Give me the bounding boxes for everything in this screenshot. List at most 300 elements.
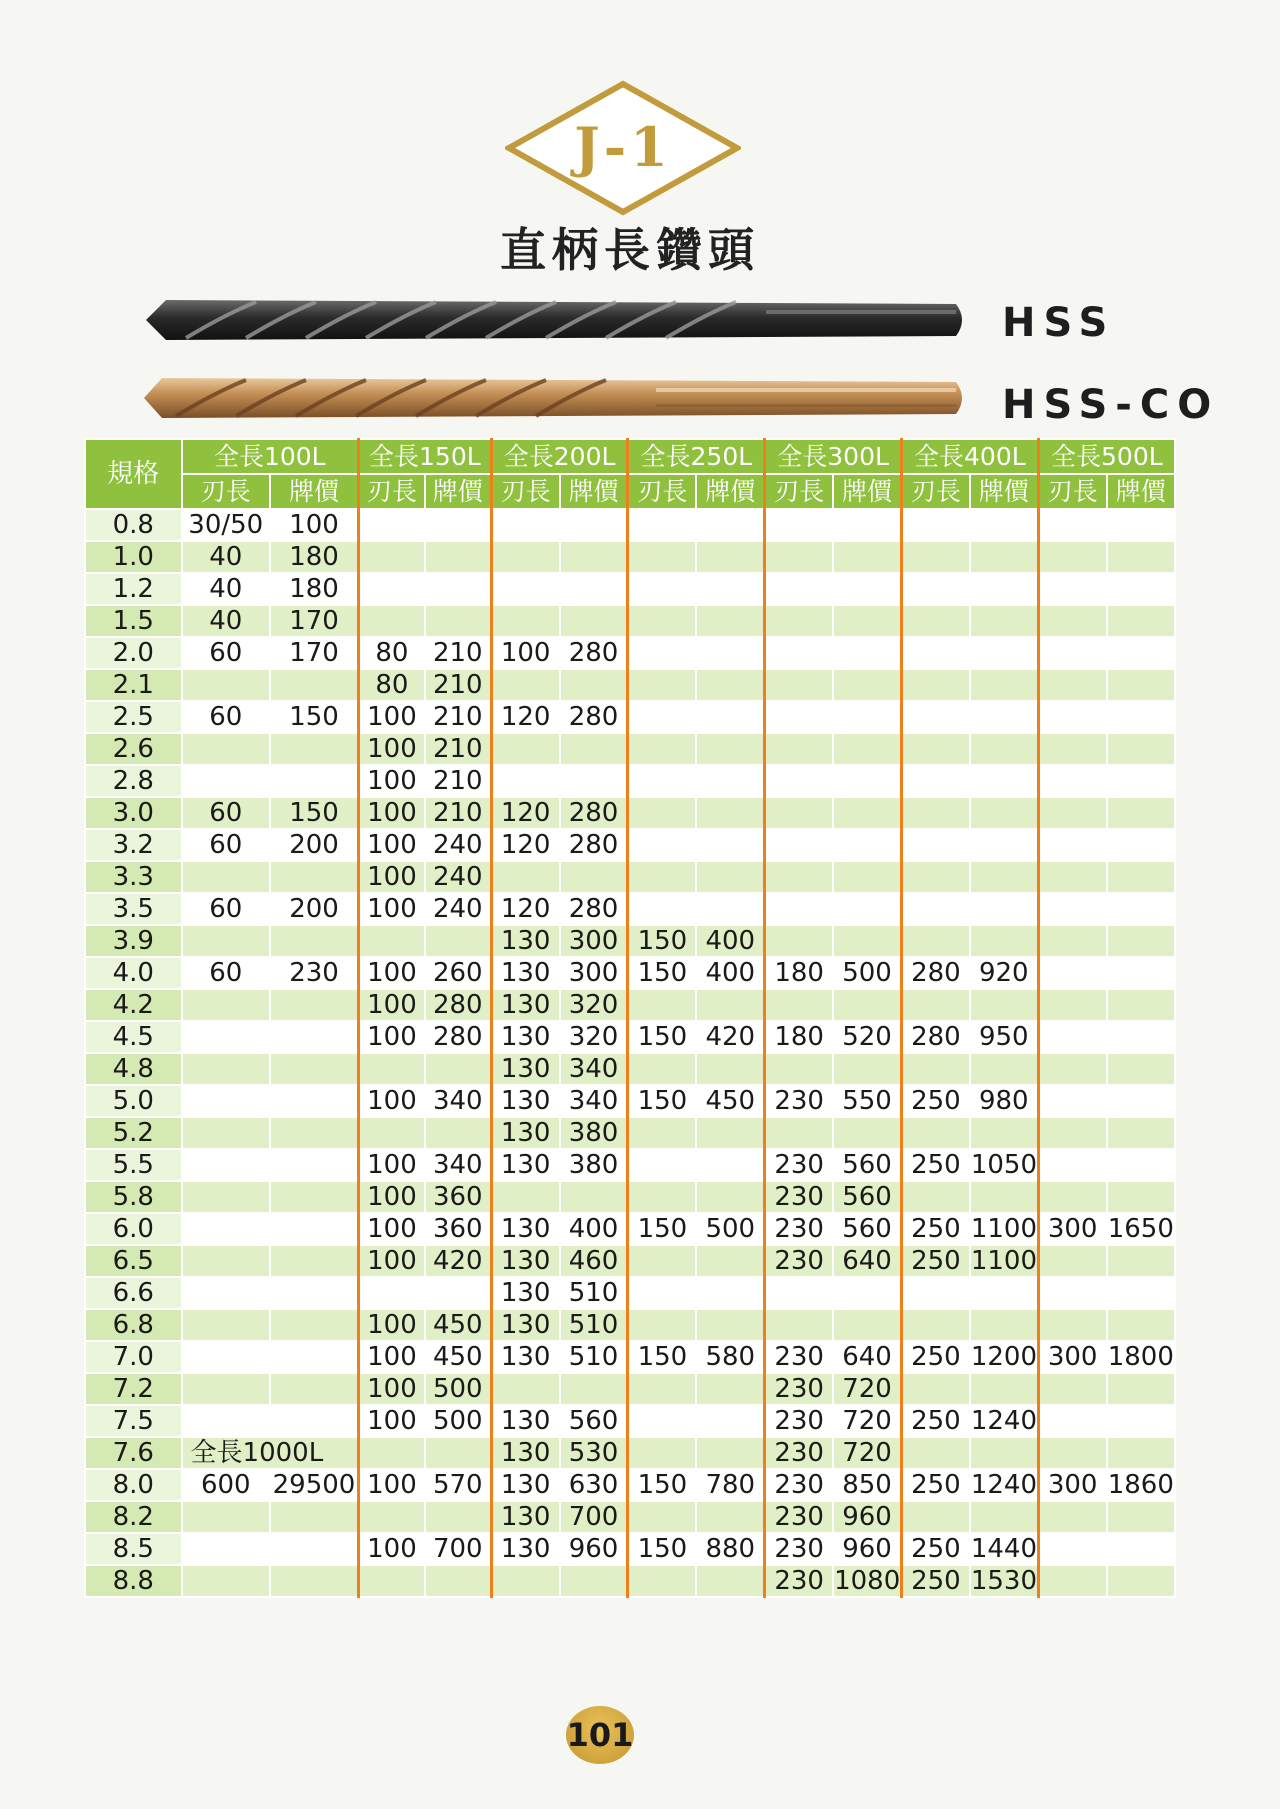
blade-length-cell bbox=[765, 893, 833, 925]
blade-length-cell bbox=[765, 1309, 833, 1341]
blade-length-cell bbox=[765, 669, 833, 701]
blade-length-cell bbox=[491, 861, 559, 893]
price-cell: 960 bbox=[560, 1533, 628, 1565]
table-row bbox=[85, 797, 1175, 829]
price-cell: 1800 bbox=[1107, 1342, 1174, 1372]
price-cell: 280 bbox=[560, 893, 628, 925]
blade-length-cell bbox=[1038, 605, 1106, 637]
blade-length-cell: 130 bbox=[491, 1085, 559, 1117]
table-row bbox=[85, 829, 1175, 861]
price-cell bbox=[1107, 605, 1175, 637]
price-cell bbox=[970, 797, 1038, 829]
price-cell bbox=[696, 1565, 764, 1597]
price-cell bbox=[696, 605, 764, 637]
price-cell: 100 bbox=[270, 509, 358, 541]
sub-header-price: 牌價 bbox=[833, 474, 901, 509]
blade-length-cell bbox=[359, 1565, 425, 1597]
blade-length-cell bbox=[1038, 1021, 1106, 1053]
price-cell bbox=[425, 1565, 491, 1597]
table-row bbox=[85, 925, 1175, 957]
price-cell bbox=[1107, 989, 1175, 1021]
blade-length-cell bbox=[1038, 1117, 1106, 1149]
price-cell bbox=[970, 637, 1038, 669]
price-cell bbox=[1107, 1245, 1175, 1277]
blade-length-cell: 230 bbox=[765, 1501, 833, 1533]
price-cell: 150 bbox=[270, 797, 358, 829]
blade-length-cell bbox=[628, 1149, 696, 1181]
price-cell bbox=[696, 797, 764, 829]
price-cell bbox=[270, 1533, 358, 1565]
blade-length-cell bbox=[765, 765, 833, 797]
price-cell bbox=[270, 1501, 358, 1533]
price-cell bbox=[970, 509, 1038, 541]
blade-length-cell bbox=[901, 701, 969, 733]
price-cell bbox=[970, 1309, 1038, 1341]
blade-length-cell: 100 bbox=[491, 637, 559, 669]
price-cell bbox=[833, 509, 901, 541]
price-cell bbox=[833, 1277, 901, 1309]
price-cell bbox=[560, 541, 628, 573]
blade-length-cell bbox=[182, 1021, 270, 1053]
blade-length-cell bbox=[628, 701, 696, 733]
blade-length-cell bbox=[182, 1501, 270, 1533]
price-cell: 240 bbox=[425, 861, 491, 893]
blade-length-cell bbox=[628, 509, 696, 541]
price-cell bbox=[696, 1373, 764, 1405]
price-cell bbox=[425, 509, 491, 541]
blade-length-cell: 130 bbox=[491, 1053, 559, 1085]
blade-length-cell: 230 bbox=[765, 1533, 833, 1565]
blade-length-cell bbox=[901, 797, 969, 829]
blade-length-cell bbox=[1038, 829, 1106, 861]
blade-length-cell: 60 bbox=[182, 701, 270, 733]
blade-length-cell: 130 bbox=[491, 1405, 559, 1437]
sub-header-blade-length: 刃長 bbox=[1038, 474, 1106, 509]
blade-length-cell: 120 bbox=[491, 701, 559, 733]
price-cell bbox=[696, 701, 764, 733]
blade-length-cell bbox=[901, 541, 969, 573]
blade-length-cell: 130 bbox=[491, 957, 559, 989]
blade-length-cell bbox=[491, 1181, 559, 1213]
blade-length-cell bbox=[359, 573, 425, 605]
price-cell bbox=[833, 893, 901, 925]
price-cell: 950 bbox=[970, 1021, 1038, 1053]
price-cell bbox=[1107, 1181, 1175, 1213]
blade-length-cell bbox=[182, 1149, 270, 1181]
blade-length-cell bbox=[765, 829, 833, 861]
price-cell: 210 bbox=[425, 669, 491, 701]
blade-length-cell: 300 bbox=[1038, 1341, 1106, 1373]
price-cell bbox=[696, 1309, 764, 1341]
table-row bbox=[85, 1181, 1175, 1213]
spec-cell: 5.8 bbox=[85, 1181, 182, 1213]
blade-length-cell: 130 bbox=[491, 1149, 559, 1181]
blade-length-cell bbox=[359, 1053, 425, 1085]
price-cell bbox=[270, 1341, 358, 1373]
blade-length-cell: 130 bbox=[491, 989, 559, 1021]
price-cell bbox=[970, 1181, 1038, 1213]
blade-length-cell bbox=[765, 701, 833, 733]
price-cell bbox=[560, 765, 628, 797]
price-cell: 960 bbox=[833, 1501, 901, 1533]
price-cell bbox=[833, 637, 901, 669]
blade-length-cell: 230 bbox=[765, 1181, 833, 1213]
price-cell: 530 bbox=[560, 1437, 628, 1469]
table-row bbox=[85, 509, 1175, 541]
blade-length-cell bbox=[765, 925, 833, 957]
spec-cell: 0.8 bbox=[85, 509, 182, 541]
blade-length-cell bbox=[1038, 1245, 1106, 1277]
blade-length-cell: 230 bbox=[765, 1245, 833, 1277]
blade-length-cell: 40 bbox=[182, 541, 270, 573]
blade-length-cell: 300 bbox=[1038, 1213, 1106, 1245]
table-row bbox=[85, 637, 1175, 669]
price-cell: 1100 bbox=[970, 1246, 1038, 1276]
blade-length-cell: 100 bbox=[359, 733, 425, 765]
blade-length-cell bbox=[628, 893, 696, 925]
blade-length-cell: 100 bbox=[359, 701, 425, 733]
blade-length-cell bbox=[182, 1341, 270, 1373]
price-cell: 380 bbox=[560, 1117, 628, 1149]
blade-length-cell bbox=[901, 1309, 969, 1341]
price-cell: 510 bbox=[560, 1341, 628, 1373]
blade-length-cell bbox=[628, 829, 696, 861]
price-cell bbox=[970, 1053, 1038, 1085]
blade-length-cell bbox=[1038, 1085, 1106, 1117]
group-header-150L: 全長150L bbox=[359, 439, 492, 474]
table-row bbox=[85, 1149, 1175, 1181]
price-cell: 720 bbox=[833, 1405, 901, 1437]
price-cell bbox=[270, 989, 358, 1021]
blade-length-cell: 300 bbox=[1038, 1469, 1106, 1501]
price-cell bbox=[696, 829, 764, 861]
table-body bbox=[85, 509, 1175, 1597]
price-cell bbox=[1107, 733, 1175, 765]
price-cell bbox=[1107, 797, 1175, 829]
blade-length-cell bbox=[901, 1181, 969, 1213]
blade-length-cell: 100 bbox=[359, 1405, 425, 1437]
spec-cell: 7.6 bbox=[85, 1437, 182, 1469]
price-cell: 980 bbox=[970, 1085, 1038, 1117]
table-row bbox=[85, 541, 1175, 573]
blade-length-cell: 130 bbox=[491, 1245, 559, 1277]
price-cell bbox=[833, 1053, 901, 1085]
price-cell: 560 bbox=[833, 1149, 901, 1181]
blade-length-cell bbox=[628, 797, 696, 829]
blade-length-cell bbox=[359, 925, 425, 957]
spec-cell: 7.0 bbox=[85, 1341, 182, 1373]
blade-length-cell bbox=[182, 733, 270, 765]
blade-length-cell bbox=[182, 1117, 270, 1149]
group-header-250L: 全長250L bbox=[628, 439, 765, 474]
table-row bbox=[85, 1565, 1175, 1597]
price-cell bbox=[1107, 1565, 1175, 1597]
blade-length-cell bbox=[901, 1117, 969, 1149]
price-cell: 420 bbox=[696, 1021, 764, 1053]
price-cell: 500 bbox=[425, 1373, 491, 1405]
blade-length-cell bbox=[901, 861, 969, 893]
blade-length-cell bbox=[182, 1533, 270, 1565]
blade-length-cell bbox=[1038, 861, 1106, 893]
blade-length-cell bbox=[901, 1373, 969, 1405]
price-cell bbox=[560, 1181, 628, 1213]
blade-length-cell: 80 bbox=[359, 637, 425, 669]
price-cell bbox=[1107, 829, 1175, 861]
spec-cell: 4.0 bbox=[85, 957, 182, 989]
blade-length-cell: 100 bbox=[359, 1245, 425, 1277]
price-cell bbox=[970, 765, 1038, 797]
blade-length-cell bbox=[1038, 1437, 1106, 1469]
blade-length-cell bbox=[182, 765, 270, 797]
blade-length-cell bbox=[1038, 1533, 1106, 1565]
blade-length-cell: 100 bbox=[359, 1373, 425, 1405]
price-cell bbox=[425, 1501, 491, 1533]
blade-length-cell: 130 bbox=[491, 1341, 559, 1373]
spec-cell: 2.1 bbox=[85, 669, 182, 701]
price-cell: 360 bbox=[425, 1181, 491, 1213]
price-cell bbox=[270, 1309, 358, 1341]
blade-length-cell: 130 bbox=[491, 1117, 559, 1149]
price-cell bbox=[970, 861, 1038, 893]
blade-length-cell bbox=[1038, 509, 1106, 541]
price-cell: 180 bbox=[270, 541, 358, 573]
price-cell bbox=[270, 1181, 358, 1213]
spec-cell: 7.2 bbox=[85, 1373, 182, 1405]
blade-length-cell: 230 bbox=[765, 1085, 833, 1117]
blade-length-cell bbox=[491, 1565, 559, 1597]
price-cell: 340 bbox=[560, 1053, 628, 1085]
spec-cell: 3.9 bbox=[85, 925, 182, 957]
blade-length-cell bbox=[628, 1117, 696, 1149]
price-cell bbox=[696, 509, 764, 541]
price-table-wrap bbox=[84, 438, 1176, 1598]
blade-length-cell bbox=[491, 573, 559, 605]
price-cell bbox=[270, 1149, 358, 1181]
blade-length-cell bbox=[901, 509, 969, 541]
price-cell bbox=[970, 829, 1038, 861]
blade-length-cell bbox=[765, 573, 833, 605]
price-cell bbox=[1107, 669, 1175, 701]
price-cell: 29500 bbox=[270, 1469, 358, 1501]
price-cell bbox=[696, 637, 764, 669]
price-cell bbox=[970, 1373, 1038, 1405]
price-cell: 210 bbox=[425, 637, 491, 669]
sub-header-price: 牌價 bbox=[1107, 474, 1175, 509]
sub-header-price: 牌價 bbox=[970, 474, 1038, 509]
price-cell: 510 bbox=[560, 1309, 628, 1341]
blade-length-cell bbox=[1038, 637, 1106, 669]
blade-length-cell bbox=[1038, 669, 1106, 701]
blade-length-cell: 100 bbox=[359, 1533, 425, 1565]
sub-header-blade-length: 刃長 bbox=[901, 474, 969, 509]
price-cell: 210 bbox=[425, 765, 491, 797]
price-cell bbox=[425, 573, 491, 605]
price-cell bbox=[833, 797, 901, 829]
blade-length-cell: 120 bbox=[491, 829, 559, 861]
price-cell: 420 bbox=[425, 1245, 491, 1277]
price-cell bbox=[425, 1277, 491, 1309]
price-cell: 260 bbox=[425, 957, 491, 989]
blade-length-cell: 230 bbox=[765, 1373, 833, 1405]
blade-length-cell: 150 bbox=[628, 1021, 696, 1053]
price-cell bbox=[970, 701, 1038, 733]
table-row bbox=[85, 1213, 1175, 1245]
price-cell bbox=[270, 1565, 358, 1597]
sub-header-price: 牌價 bbox=[425, 474, 491, 509]
blade-length-cell: 150 bbox=[628, 1341, 696, 1373]
spec-cell: 3.2 bbox=[85, 829, 182, 861]
blade-length-cell bbox=[1038, 797, 1106, 829]
table-row bbox=[85, 1021, 1175, 1053]
blade-length-cell bbox=[765, 733, 833, 765]
price-cell bbox=[833, 573, 901, 605]
note-1000L: 全長1000L bbox=[182, 1437, 359, 1469]
blade-length-cell: 250 bbox=[901, 1533, 969, 1565]
price-cell: 580 bbox=[696, 1341, 764, 1373]
price-cell: 1530 bbox=[970, 1566, 1038, 1596]
price-cell bbox=[270, 733, 358, 765]
blade-length-cell: 100 bbox=[359, 765, 425, 797]
table-row bbox=[85, 1469, 1175, 1501]
price-cell bbox=[270, 1213, 358, 1245]
price-cell bbox=[696, 1245, 764, 1277]
price-cell bbox=[270, 1117, 358, 1149]
price-cell bbox=[696, 861, 764, 893]
price-cell: 460 bbox=[560, 1245, 628, 1277]
price-cell bbox=[833, 925, 901, 957]
price-cell bbox=[270, 1085, 358, 1117]
blade-length-cell: 150 bbox=[628, 1533, 696, 1565]
blade-length-cell: 100 bbox=[359, 861, 425, 893]
blade-length-cell: 100 bbox=[359, 829, 425, 861]
spec-cell: 8.2 bbox=[85, 1501, 182, 1533]
spec-cell: 4.5 bbox=[85, 1021, 182, 1053]
blade-length-cell bbox=[1038, 765, 1106, 797]
blade-length-cell: 120 bbox=[491, 797, 559, 829]
blade-length-cell bbox=[901, 893, 969, 925]
blade-length-cell bbox=[182, 1277, 270, 1309]
price-cell bbox=[1107, 925, 1175, 957]
price-cell: 300 bbox=[560, 957, 628, 989]
blade-length-cell bbox=[765, 1117, 833, 1149]
price-cell: 210 bbox=[425, 733, 491, 765]
price-cell: 500 bbox=[833, 957, 901, 989]
blade-length-cell bbox=[359, 1117, 425, 1149]
hss-label: HSS bbox=[1002, 300, 1116, 346]
table-row bbox=[85, 701, 1175, 733]
blade-length-cell bbox=[901, 765, 969, 797]
table-row bbox=[85, 1053, 1175, 1085]
blade-length-cell bbox=[628, 541, 696, 573]
price-cell bbox=[970, 925, 1038, 957]
price-cell bbox=[270, 1405, 358, 1437]
blade-length-cell: 130 bbox=[491, 1469, 559, 1501]
table-row bbox=[85, 1533, 1175, 1565]
sub-header-price: 牌價 bbox=[696, 474, 764, 509]
price-cell bbox=[696, 1117, 764, 1149]
blade-length-cell: 130 bbox=[491, 1277, 559, 1309]
price-cell bbox=[270, 861, 358, 893]
blade-length-cell: 100 bbox=[359, 1149, 425, 1181]
blade-length-cell bbox=[359, 541, 425, 573]
spec-cell: 2.6 bbox=[85, 733, 182, 765]
price-cell bbox=[970, 1277, 1038, 1309]
blade-length-cell: 150 bbox=[628, 957, 696, 989]
blade-length-cell: 180 bbox=[765, 1021, 833, 1053]
blade-length-cell: 230 bbox=[765, 1149, 833, 1181]
price-cell bbox=[696, 1053, 764, 1085]
blade-length-cell bbox=[1038, 1373, 1106, 1405]
blade-length-cell bbox=[359, 1437, 425, 1469]
blade-length-cell bbox=[628, 989, 696, 1021]
blade-length-cell bbox=[359, 605, 425, 637]
blade-length-cell bbox=[182, 1181, 270, 1213]
blade-length-cell bbox=[491, 1373, 559, 1405]
blade-length-cell: 230 bbox=[765, 1341, 833, 1373]
price-cell bbox=[1107, 509, 1175, 541]
price-cell bbox=[1107, 1149, 1175, 1181]
price-cell: 700 bbox=[560, 1501, 628, 1533]
price-cell bbox=[1107, 765, 1175, 797]
blade-length-cell bbox=[182, 925, 270, 957]
price-cell: 1240 bbox=[970, 1406, 1038, 1436]
price-cell: 450 bbox=[425, 1341, 491, 1373]
hss-drill-image bbox=[136, 294, 968, 346]
price-cell bbox=[270, 1053, 358, 1085]
blade-length-cell: 60 bbox=[182, 829, 270, 861]
blade-length-cell: 80 bbox=[359, 669, 425, 701]
blade-length-cell bbox=[182, 1565, 270, 1597]
price-cell: 920 bbox=[970, 957, 1038, 989]
blade-length-cell bbox=[901, 1277, 969, 1309]
price-cell bbox=[833, 861, 901, 893]
price-cell bbox=[1107, 1053, 1175, 1085]
blade-length-cell bbox=[1038, 893, 1106, 925]
spec-cell: 8.5 bbox=[85, 1533, 182, 1565]
price-cell: 1080 bbox=[834, 1566, 901, 1596]
blade-length-cell: 180 bbox=[765, 957, 833, 989]
price-cell bbox=[1107, 1501, 1175, 1533]
table-row bbox=[85, 1245, 1175, 1277]
blade-length-cell bbox=[765, 509, 833, 541]
blade-length-cell bbox=[1038, 1501, 1106, 1533]
sub-header-price: 牌價 bbox=[270, 474, 358, 509]
price-cell bbox=[270, 1373, 358, 1405]
price-cell: 210 bbox=[425, 797, 491, 829]
price-cell: 640 bbox=[833, 1245, 901, 1277]
blade-length-cell bbox=[628, 1053, 696, 1085]
blade-length-cell bbox=[765, 637, 833, 669]
price-cell: 1440 bbox=[970, 1534, 1038, 1564]
price-cell bbox=[425, 1117, 491, 1149]
price-cell: 360 bbox=[425, 1213, 491, 1245]
blade-length-cell bbox=[628, 733, 696, 765]
blade-length-cell bbox=[628, 637, 696, 669]
spec-cell: 8.8 bbox=[85, 1565, 182, 1597]
price-cell: 450 bbox=[425, 1309, 491, 1341]
table-row bbox=[85, 1373, 1175, 1405]
price-cell: 280 bbox=[560, 797, 628, 829]
price-cell bbox=[970, 1437, 1038, 1469]
blade-length-cell bbox=[182, 1085, 270, 1117]
price-cell bbox=[970, 573, 1038, 605]
blade-length-cell: 250 bbox=[901, 1469, 969, 1501]
price-cell: 520 bbox=[833, 1021, 901, 1053]
blade-length-cell: 250 bbox=[901, 1341, 969, 1373]
price-cell bbox=[696, 1437, 764, 1469]
blade-length-cell: 120 bbox=[491, 893, 559, 925]
table-row bbox=[85, 1309, 1175, 1341]
